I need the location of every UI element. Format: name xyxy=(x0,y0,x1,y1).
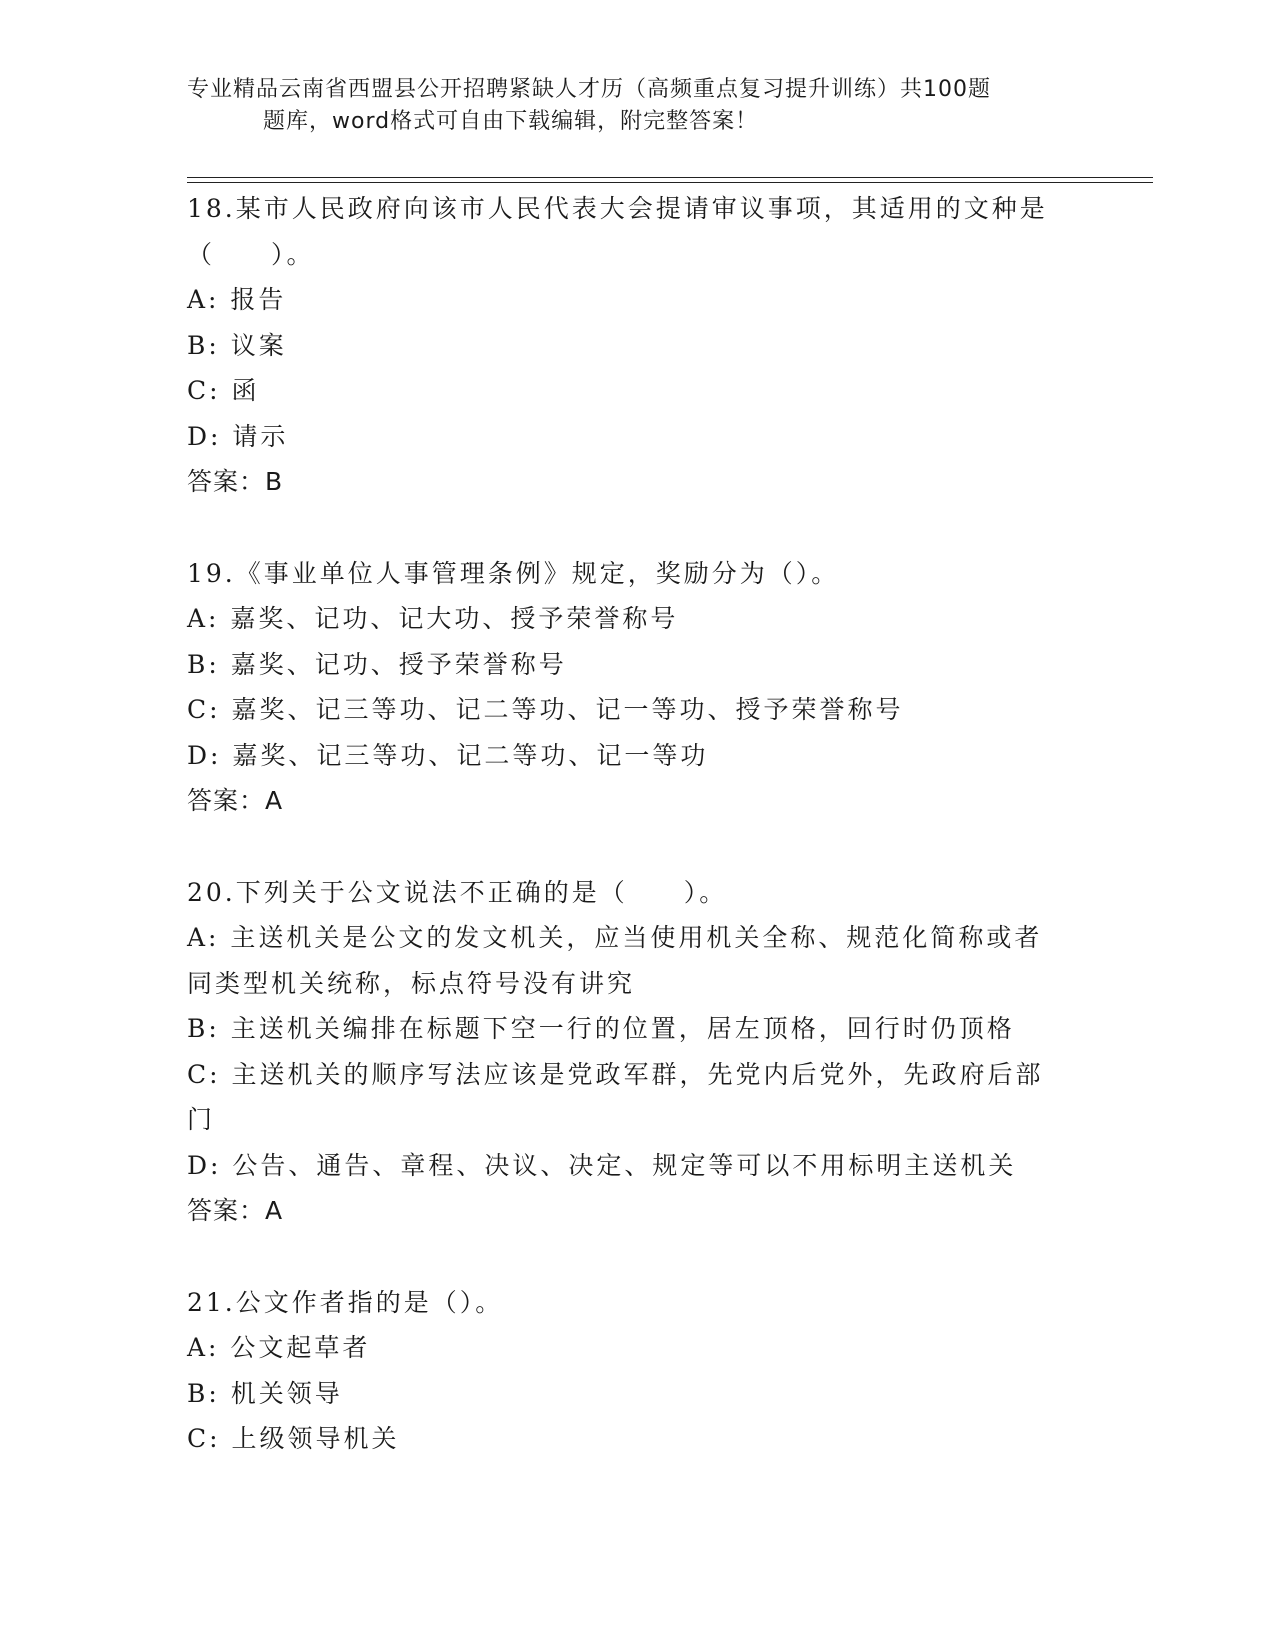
question-20 xyxy=(187,870,1087,1234)
question-19 xyxy=(187,551,1087,824)
question-stem: 21.公文作者指的是（）。 xyxy=(187,1287,504,1317)
option-b: B: 机关领导 xyxy=(187,1378,343,1408)
option-c: C: 嘉奖、记三等功、记二等功、记一等功、授予荣誉称号 xyxy=(187,695,904,724)
question-21 xyxy=(187,1280,1087,1462)
option-c: C: 函 xyxy=(187,376,260,405)
option-a: A: 嘉奖、记功、记大功、授予荣誉称号 xyxy=(187,604,679,633)
question-18 xyxy=(187,186,1087,505)
question-list xyxy=(187,186,1087,1462)
option-d: D: 嘉奖、记三等功、记二等功、记一等功 xyxy=(187,740,709,770)
option-c: C: 主送机关的顺序写法应该是党政军群，先党内后党外，先政府后部 xyxy=(187,1059,1044,1089)
document-header xyxy=(187,74,1067,138)
option-b: B: 嘉奖、记功、授予荣誉称号 xyxy=(187,649,567,679)
option-a: A: 主送机关是公文的发文机关，应当使用机关全称、规范化简称或者 xyxy=(187,923,1043,952)
header-rule-top xyxy=(187,177,1153,178)
option-c-continued: 门 xyxy=(187,1105,216,1134)
option-d: D: 请示 xyxy=(187,421,289,451)
option-a: A: 公文起草者 xyxy=(187,1333,371,1362)
question-stem: 19.《事业单位人事管理条例》规定，奖励分为（）。 xyxy=(187,558,840,588)
answer: 答案：B xyxy=(187,467,284,496)
header-line-1: 专业精品云南省西盟县公开招聘紧缺人才历（高频重点复习提升训练）共100题 xyxy=(187,77,991,102)
answer: 答案：A xyxy=(187,786,284,815)
header-line-2: 题库，word格式可自由下载编辑，附完整答案！ xyxy=(263,109,759,134)
option-a: A: 报告 xyxy=(187,285,287,314)
option-a-continued: 同类型机关统称，标点符号没有讲究 xyxy=(187,968,636,998)
question-stem: 20.下列关于公文说法不正确的是（ ）。 xyxy=(187,877,728,907)
option-b: B: 议案 xyxy=(187,330,287,360)
question-stem: 18.某市人民政府向该市人民代表大会提请审议事项，其适用的文种是 xyxy=(187,194,1048,223)
question-stem-continued: （ ）。 xyxy=(187,239,315,269)
option-d: D: 公告、通告、章程、决议、决定、规定等可以不用标明主送机关 xyxy=(187,1150,1017,1180)
option-c: C: 上级领导机关 xyxy=(187,1424,400,1453)
header-rule-bottom xyxy=(187,182,1153,183)
answer: 答案：A xyxy=(187,1196,284,1225)
option-b: B: 主送机关编排在标题下空一行的位置，居左顶格，回行时仍顶格 xyxy=(187,1014,1015,1043)
